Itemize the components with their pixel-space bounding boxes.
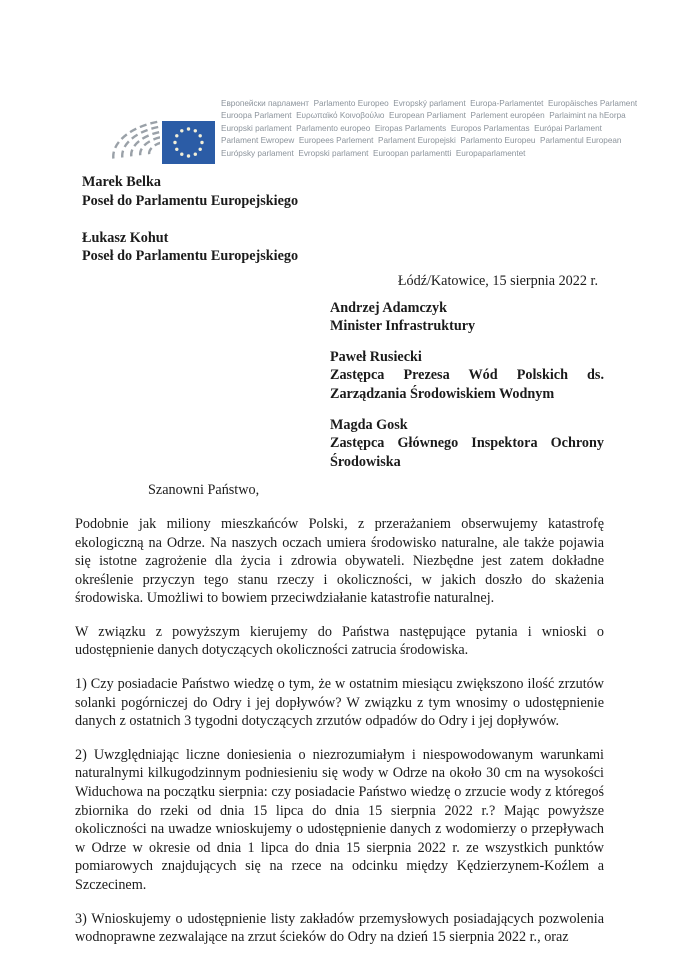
recipient-name: Andrzej Adamczyk: [330, 299, 448, 316]
sender-entry: [82, 173, 604, 210]
body-paragraph: 2) Uwzględniając liczne doniesienia o niezrozumiałym i niespowodowanym warunkami naturalnymi kilkugodzinnym podniesieniu się wody w Odrze na około 30 cm na wysokości Widuchowa na początku sierpnia: czy posiadacie Państwo wiedzę o zrzucie wody z któregoś zbiornika do rzeki od dnia 15 lipca do dnia 15 sierpnia 2022 r.? Mając powyższe okoliczności na uwadze wnioskujemy o udostępnienie danych z wodomierzy o przepływach w Odrze w okresie od dnia 1 lipca do dnia 15 sierpnia 2022 r. ze wszystkich punktów pomiarowych znajdujących się na rzece na odcinku między Kędzierzynem-Koźlem a Szczecinem.: [75, 746, 604, 893]
sender-name: Marek Belka: [82, 174, 161, 190]
recipient-title: Minister Infrastruktury: [330, 318, 476, 335]
body-paragraph: W związku z powyższym kierujemy do Państwa następujące pytania i wnioski o udostępnienie danych dotyczących okoliczności zatrucia środowiska.: [75, 623, 604, 659]
body-paragraph: 1) Czy posiadacie Państwo wiedzę o tym, że w ostatnim miesiącu zwiększono ilość zrzutów solanki pogórniczej do Odry i jej dopływów? W związku z tym wnosimy o udostępnienie danych z ostatnich 3 tygodni dotyczących zrzutów odpadów do Odry i jej dopływów.: [75, 676, 604, 730]
recipient-entry: [330, 416, 604, 472]
eu-flag-icon: [161, 120, 216, 165]
logo-language-line: Европейски парламент Parlamento Europeo Evropský parlament Europa-Parlamentet Europäisches Parlament: [221, 99, 638, 108]
recipient-block: [330, 299, 604, 472]
body-paragraph: 3) Wnioskujemy o udostępnienie listy zakładów przemysłowych posiadających pozwolenia wodnoprawne zezwalające na zrzut ścieków do Odry na dzień 15 sierpnia 2022 r., oraz: [75, 910, 604, 946]
letter-body: [75, 515, 604, 947]
logo-language-line: Európsky parlament Evropski parlament Euroopan parlamentti Europaparlamentet: [221, 148, 526, 158]
sender-entry: [82, 229, 604, 266]
sender-title: Poseł do Parlamentu Europejskiego: [82, 248, 299, 265]
body-paragraph: Podobnie jak miliony mieszkańców Polski, z przerażaniem obserwujemy katastrofę ekologiczną na Odrze. Na naszych oczach umiera środowisko naturalne, ale także pojawia się istotne zagrożenie dla życia i zdrowia obywateli. Niezbędne jest zatem dokładne określenie przyczyn tego stanu rzeczy i okoliczności, w jakich doszło do skażenia środowiska. Umożliwi to bowiem przeciwdziałanie katastrofie naturalnej.: [75, 515, 604, 607]
recipient-entry: [330, 299, 604, 336]
ep-hemicycle-flag-icon: [105, 95, 217, 167]
logo-language-line: Euroopa Parlament Ευρωπαϊκό Κοινοβούλιο European Parliament Parlement européen Parlaimint na hEorpa: [221, 111, 626, 121]
logo-language-line: Parlament Ewropew Europees Parlement Parlament Europejski Parlamento Europeu Parlamentul European: [221, 136, 622, 146]
sender-block: [75, 173, 604, 266]
recipient-name: Magda Gosk: [330, 416, 408, 433]
ep-logo-wordmark: [221, 98, 637, 160]
european-parliament-logo: [0, 0, 679, 167]
sender-name: Łukasz Kohut: [82, 229, 169, 246]
recipient-name: Paweł Rusiecki: [330, 348, 422, 365]
sender-title: Poseł do Parlamentu Europejskiego: [82, 192, 299, 209]
recipient-entry: [330, 348, 604, 404]
recipient-title: Zastępca Prezesa Wód Polskich ds. Zarządzania Środowiskiem Wodnym: [330, 367, 604, 402]
recipient-title: Zastępca Głównego Inspektora Ochrony Środowiska: [330, 435, 604, 470]
logo-language-line: Europski parlament Parlamento europeo Eiropas Parlaments Europos Parlamentas Európai Parlament: [221, 123, 602, 133]
date-line: Łódź/Katowice, 15 sierpnia 2022 r.: [397, 272, 598, 289]
salutation: Szanowni Państwo,: [148, 482, 260, 499]
